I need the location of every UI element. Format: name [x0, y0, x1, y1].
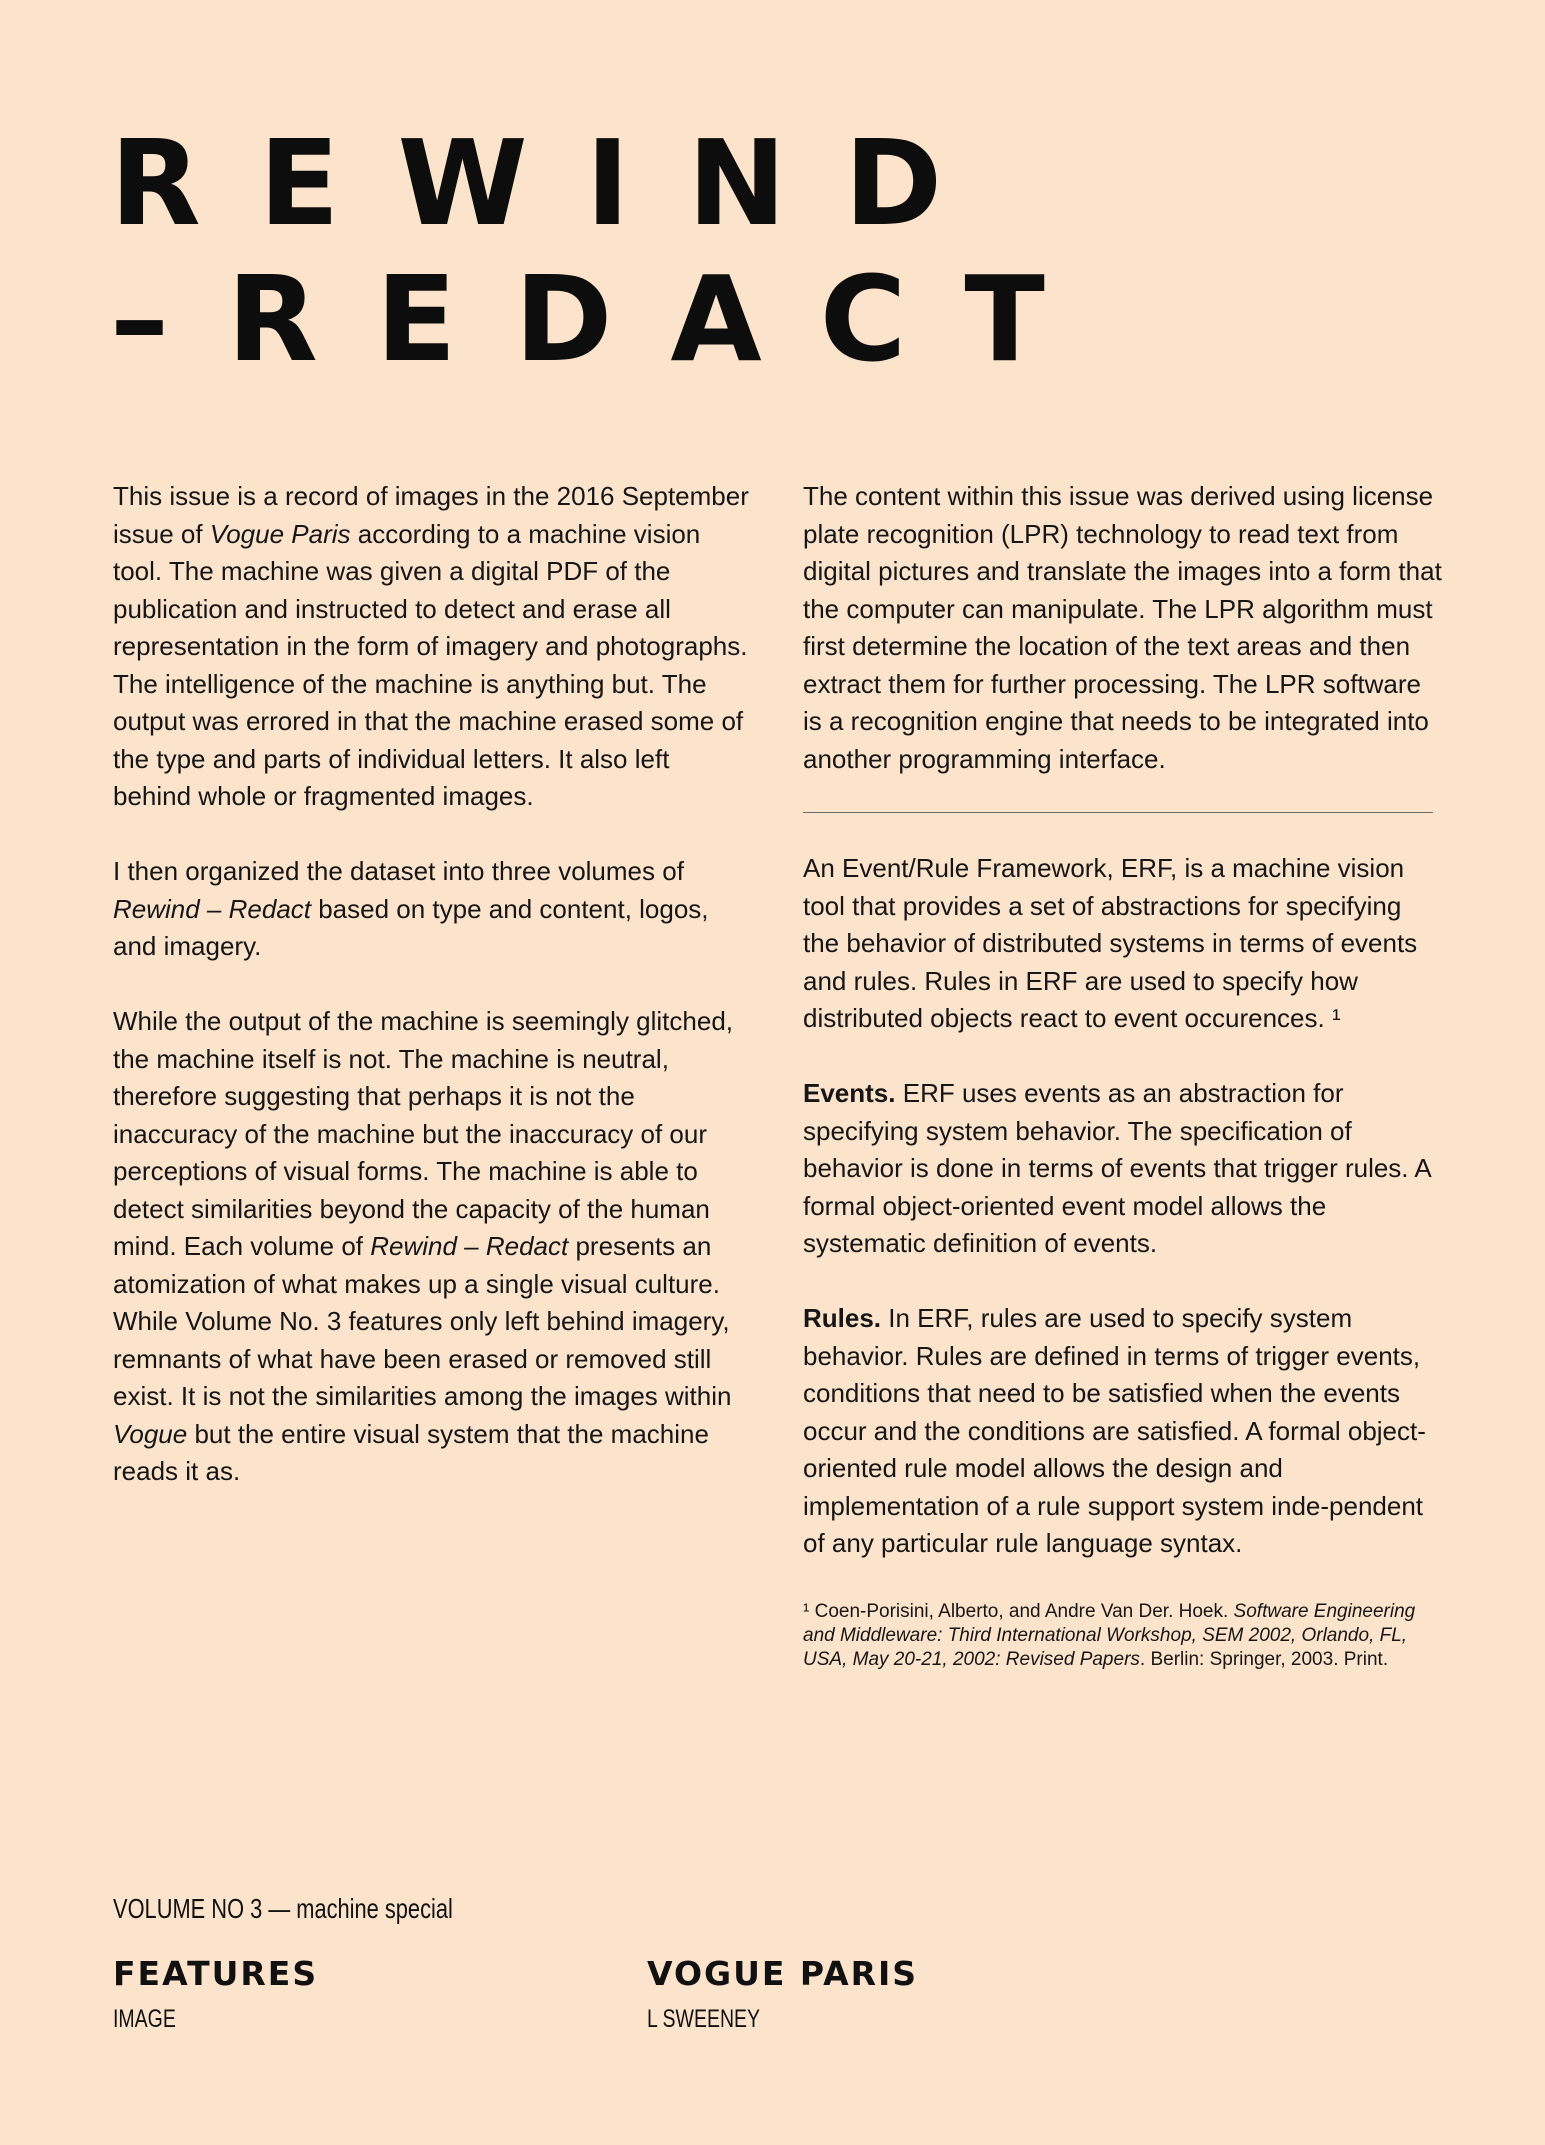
vogue-paris-label: VOGUE PARIS: [647, 1954, 919, 1993]
text-run: While the output of the machine is seemingly glitched, the machine itself is not. The machine is neutral, therefore suggesting that perhaps it is not the inaccuracy of the machine but the inaccuracy of our perceptions of visual forms. The machine is able to detect similarities beyond the capacity of the human mind. Each volume of: [113, 1006, 734, 1261]
rules-paragraph: [803, 1300, 1443, 1563]
lpr-paragraph: The content within this issue was derived using license plate recognition (LPR) technology to read text from digital pictures and translate the images into a form that the computer can manipulate. The LPR algorithm must first determine the location of the text areas and then extract them for further processing. The LPR software is a recognition engine that needs to be integrated into another programming interface.: [803, 481, 1442, 774]
volumes-paragraph: [113, 853, 753, 966]
italic-title: Rewind – Redact: [370, 1231, 569, 1261]
italic-title: Software Engineering and Middleware: Third International Workshop, SEM 2002, Orlando, FL, USA, May 20-21, 2002: Revised Papers: [803, 1601, 1416, 1670]
text-run: ¹ Coen-Porisini, Alberto, and Andre Van Der. Hoek.: [803, 1601, 1234, 1622]
left-column: [113, 478, 753, 1491]
text-run: . Berlin: Springer, 2003. Print.: [1139, 1649, 1389, 1670]
author-value: L SWEENEY: [647, 2005, 761, 2033]
text-run: I then organized the dataset into three volumes of: [113, 856, 684, 886]
events-label: Events.: [803, 1078, 896, 1108]
text-run: presents an atomization of what makes up a single visual culture. While Volume No. 3 features only left behind imagery, remnants of what have been erased or removed still exist. It is not the similarities among the images within: [113, 1231, 732, 1411]
events-paragraph: [803, 1075, 1443, 1263]
rules-label: Rules.: [803, 1303, 882, 1333]
volume-line: VOLUME NO 3 — machine special: [113, 1893, 453, 1924]
machine-paragraph: [113, 1003, 753, 1491]
text-run: This issue is a record of images in the 2016 September issue of: [113, 481, 749, 549]
footnote: [803, 1600, 1443, 1672]
text-run: according to a machine vision tool. The machine was given a digital PDF of the publication and instructed to detect and erase all representation in the form of imagery and photographs. The intelligence of the machine is anything but. The output was errored in that the machine erased some of the type and parts of individual letters. It also left behind whole or fragmented images.: [113, 518, 748, 811]
italic-title: Vogue Paris: [209, 518, 351, 549]
features-value: IMAGE: [113, 2005, 176, 2033]
page-title-line-2: –REDACT: [110, 250, 1103, 388]
features-label: FEATURES: [113, 1954, 319, 1993]
section-divider: [803, 812, 1433, 813]
intro-paragraph: [113, 478, 753, 816]
italic-title: Rewind – Redact: [113, 893, 311, 924]
text-run: based on type and content, logos, and imagery.: [113, 893, 709, 961]
erf-paragraph: An Event/Rule Framework, ERF, is a machine vision tool that provides a set of abstractions for specifying the behavior of distributed systems in terms of events and rules. Rules in ERF are used to specify how distributed objects react to event occurences. ¹: [803, 853, 1418, 1033]
right-column: [803, 478, 1443, 1710]
page-title-line-1: REWIND: [110, 114, 1001, 252]
text-run: but the entire visual system that the machine reads it as.: [113, 1418, 709, 1486]
italic-title: Vogue: [113, 1418, 188, 1449]
text-run: ERF uses events as an abstraction for specifying system behavior. The specification of behavior is done in terms of events that trigger rules. A formal object-oriented event model allows the systematic definition of events.: [803, 1078, 1431, 1258]
text-run: In ERF, rules are used to specify system behavior. Rules are defined in terms of trigger events, conditions that need to be satisfied when the events occur and the conditions are satisfied. A formal object-oriented rule model allows the design and implementation of a rule support system inde-pendent of any particular rule language syntax.: [803, 1303, 1426, 1558]
